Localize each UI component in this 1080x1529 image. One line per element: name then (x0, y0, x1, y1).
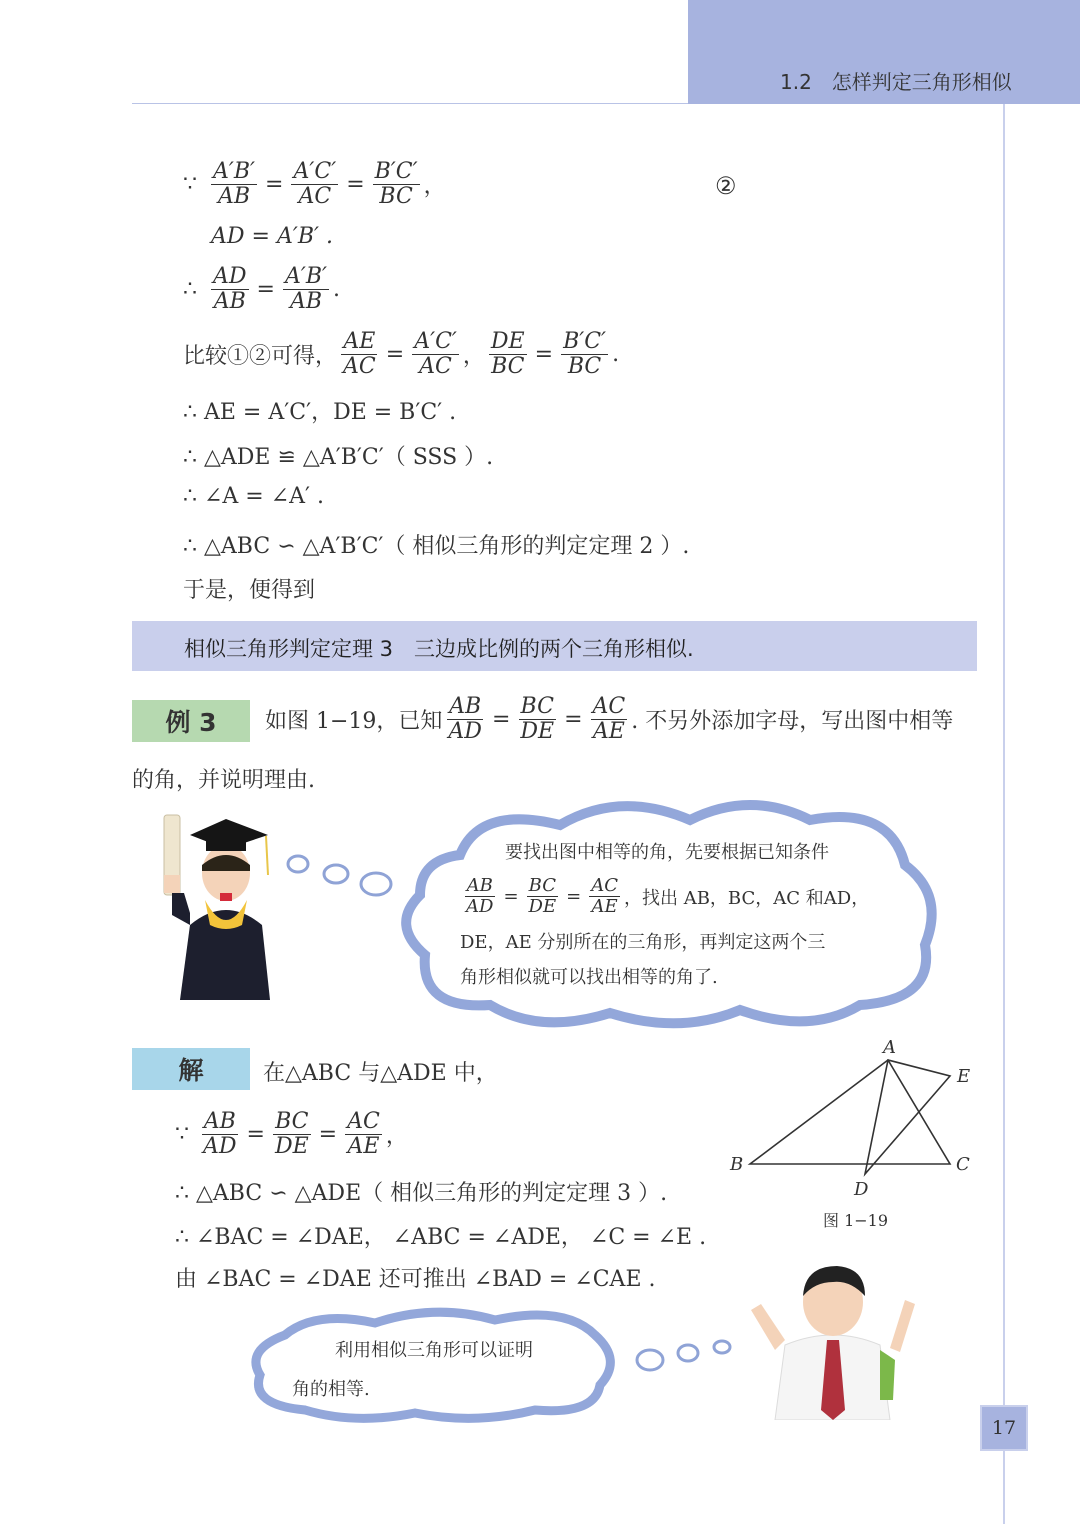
bottom-cloud-line-2: 角的相等. (292, 1379, 370, 1400)
margin-rule (1003, 104, 1005, 1524)
theorem-text: 相似三角形判定定理 3 三边成比例的两个三角形相似. (184, 637, 694, 661)
fraction: $\frac{A'B'}{AB}$ (213, 159, 256, 209)
triangle-figure (720, 1030, 980, 1240)
fraction: $\frac{AB}{AD}$ (466, 875, 494, 917)
fraction: $\frac{A'C'}{AC}$ (414, 329, 457, 379)
fraction: $\frac{AE}{AC}$ (343, 329, 376, 379)
fraction: $\frac{AB}{AD}$ (448, 694, 482, 744)
solution-line-3: ∴ △ABC ∽ △ADE（ 相似三角形的判定定理 3 ）. (175, 1181, 668, 1206)
proof-line-4: 比较①②可得， $\frac{AE}{AC}$ = $\frac{A'C'}{AC}$ ， $\frac{DE}{BC}$ = $\frac{B'C'}{BC}$ . (183, 329, 620, 379)
point-label-e: E (957, 1066, 971, 1087)
fraction: $\frac{AB}{AD}$ (203, 1109, 237, 1159)
example-line-2: 的角，并说明理由. (132, 768, 315, 793)
graduate-child-illustration (150, 805, 300, 1005)
fraction: $\frac{BC}{DE}$ (520, 694, 555, 744)
hint-line-4: 角形相似就可以找出相等的角了. (460, 967, 718, 988)
fraction: $\frac{B'C'}{BC}$ (563, 329, 607, 379)
thought-dots-2 (632, 1335, 742, 1375)
proof-line-3: ∴ $\frac{AD}{AB}$ = $\frac{A'B'}{AB}$ . (183, 264, 341, 314)
solution-line-4: ∴ ∠BAC = ∠DAE， ∠ABC = ∠ADE， ∠C = ∠E . (175, 1225, 707, 1250)
proof-line-2: AD = A′B′ . (211, 224, 333, 249)
fraction: $\frac{AC}{AE}$ (347, 1109, 380, 1159)
solution-line-1: 在△ABC 与△ADE 中， (263, 1061, 498, 1086)
example-label: 例 3 (132, 700, 250, 742)
proof-line-7: ∴ ∠A = ∠A′ . (183, 484, 325, 509)
proof-line-6: ∴ △ADE ≌ △A′B′C′（ SSS ）. (183, 445, 494, 470)
fraction: $\frac{AC}{AE}$ (592, 694, 626, 744)
proof-line-8: ∴ △ABC ∽ △A′B′C′（ 相似三角形的判定定理 2 ）. (183, 534, 690, 559)
bottom-cloud-line-1: 利用相似三角形可以证明 (335, 1340, 533, 1361)
proof-line-5: ∴ AE = A′C′，DE = B′C′ . (183, 400, 457, 425)
hint-line-3: DE，AE 分别所在的三角形，再判定这两个三 (460, 932, 826, 953)
student-boy-illustration (745, 1260, 920, 1420)
solution-label: 解 (132, 1048, 250, 1090)
point-label-a: A (883, 1037, 896, 1058)
point-label-b: B (730, 1154, 744, 1175)
hint-line-2: $\frac{AB}{AD}$ = $\frac{BC}{DE}$ = $\frac{AC}{AE}$ ，找出 AB，BC，AC 和AD， (466, 875, 870, 917)
point-label-d: D (854, 1179, 869, 1200)
example-line-1: 如图 1−19，已知 $\frac{AB}{AD}$ = $\frac{BC}{DE}$ = $\frac{AC}{AE}$ . 不另外添加字母，写出图中相等 (265, 694, 954, 744)
page-number: 17 (980, 1405, 1028, 1451)
fraction: $\frac{DE}{BC}$ (490, 329, 525, 379)
bottom-cloud (245, 1305, 625, 1425)
point-label-c: C (956, 1154, 970, 1175)
solution-line-5: 由 ∠BAC = ∠DAE 还可推出 ∠BAD = ∠CAE . (175, 1267, 656, 1292)
fraction: $\frac{A'B'}{AB}$ (284, 264, 328, 314)
proof-line-9: 于是，便得到 (183, 578, 316, 603)
equation-marker: ② (715, 172, 737, 200)
section-title: 1.2 怎样判定三角形相似 (780, 70, 1012, 94)
fraction: $\frac{AC}{AE}$ (591, 875, 618, 917)
thought-dots (282, 850, 402, 900)
figure-caption: 图 1−19 (823, 1211, 889, 1230)
proof-line-1: ∵ $\frac{A'B'}{AB}$ = $\frac{A'C'}{AC}$ = $\frac{B'C'}{BC}$ ， (183, 159, 446, 209)
hint-line-1: 要找出图中相等的角，先要根据已知条件 (505, 842, 829, 863)
solution-line-2: ∵ $\frac{AB}{AD}$ = $\frac{BC}{DE}$ = $\frac{AC}{AE}$ ， (175, 1109, 408, 1159)
fraction: $\frac{BC}{DE}$ (274, 1109, 309, 1159)
section-header-tab (688, 0, 1080, 104)
triangle-ade (865, 1060, 950, 1174)
header-rule (132, 103, 688, 104)
fraction: $\frac{A'C'}{AC}$ (293, 159, 337, 209)
fraction: $\frac{B'C'}{BC}$ (374, 159, 418, 209)
fraction: $\frac{BC}{DE}$ (528, 875, 557, 917)
fraction: $\frac{AD}{AB}$ (213, 264, 247, 314)
triangle-abc (750, 1060, 950, 1164)
theorem-banner (132, 621, 977, 671)
